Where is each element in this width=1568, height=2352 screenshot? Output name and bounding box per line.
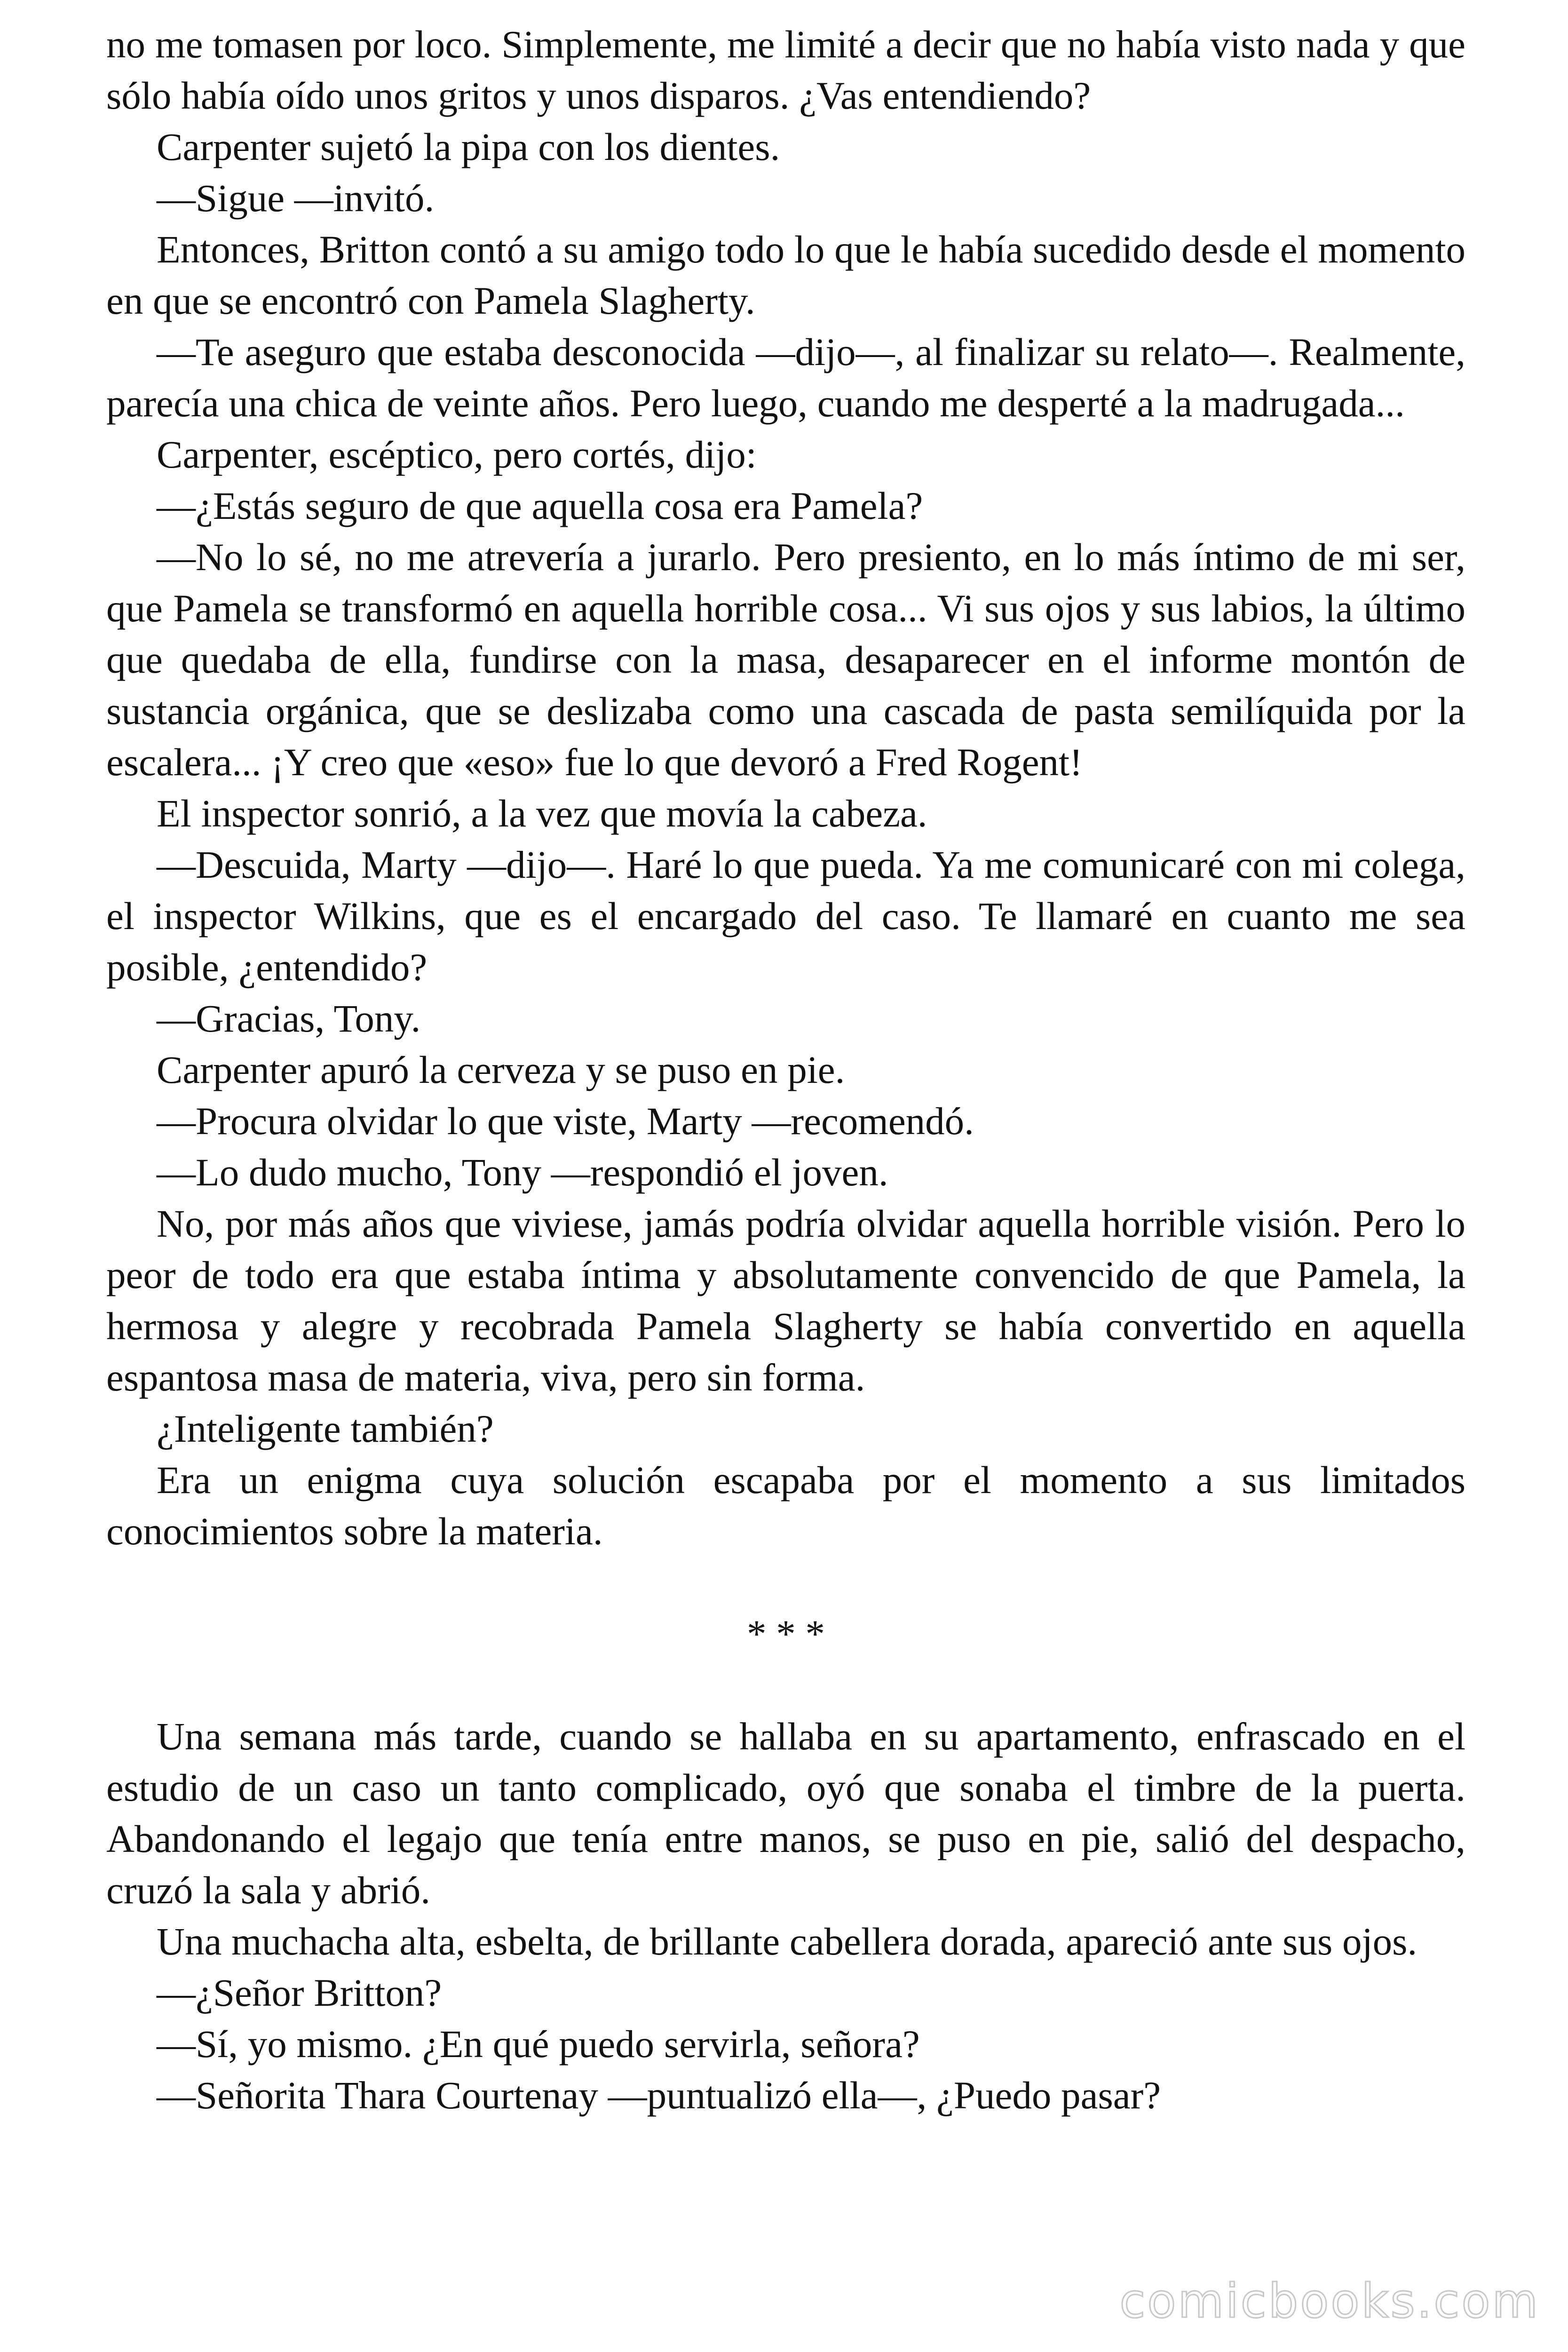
paragraph: no me tomasen por loco. Simplemente, me limité a decir que no había visto nada y que sólo había oído unos gritos y unos disparos. ¿Vas entendiendo? — [106, 23, 1465, 117]
paragraph: —Lo dudo mucho, Tony —respondió el joven. — [157, 1151, 888, 1194]
paragraph: —Sí, yo mismo. ¿En qué puedo servirla, señora? — [157, 2022, 920, 2066]
page-body — [106, 19, 1465, 2121]
paragraph: —Señorita Thara Courtenay —puntualizó ella—, ¿Puedo pasar? — [157, 2074, 1161, 2117]
separator-stars: * * * — [747, 1612, 825, 1655]
paragraph: —Sigue —invitó. — [157, 176, 435, 220]
paragraph: Una semana más tarde, cuando se hallaba en su apartamento, enfrascado en el estudio de un caso un tanto complicado, oyó que sonaba el timbre de la puerta. Abandonando el legajo que tenía entre manos, se puso en pie, salió del despacho, cruzó la sala y abrió. — [106, 1715, 1465, 1912]
paragraph: —¿Estás seguro de que aquella cosa era Pamela? — [157, 484, 923, 527]
paragraph: —No lo sé, no me atrevería a jurarlo. Pero presiento, en lo más íntimo de mi ser, que Pamela se transformó en aquella horrible cosa... Vi sus ojos y sus labios, la último que quedaba de ella, fundirse con la masa, desaparecer en el informe montón de sustancia orgánica, que se deslizaba como una cascada de pasta semilíquida por la escalera... ¡Y creo que «eso» fue lo que devoró a Fred Rogent! — [106, 535, 1465, 784]
paragraph: No, por más años que viviese, jamás podría olvidar aquella horrible visión. Pero lo peor de todo era que estaba íntima y absolutamente convencido de que Pamela, la hermosa y alegre y recobrada Pamela Slagherty se había convertido en aquella espantosa masa de materia, viva, pero sin forma. — [106, 1202, 1465, 1399]
section-separator — [106, 1557, 1465, 1711]
paragraph: ¿Inteligente también? — [157, 1407, 494, 1450]
paragraph: —Te aseguro que estaba desconocida —dijo—, al finalizar su relato—. Realmente, parecía una chica de veinte años. Pero luego, cuando me desperté a la madrugada... — [106, 330, 1465, 425]
paragraph: —¿Señor Britton? — [157, 1971, 442, 2014]
paragraph: —Procura olvidar lo que viste, Marty —recomendó. — [157, 1099, 974, 1143]
paragraph: Carpenter apuró la cerveza y se puso en pie. — [157, 1048, 845, 1091]
paragraph: Carpenter sujetó la pipa con los dientes. — [157, 125, 780, 168]
paragraph: —Descuida, Marty —dijo—. Haré lo que pueda. Ya me comunicaré con mi colega, el inspector Wilkins, que es el encargado del caso. Te llamaré en cuanto me sea posible, ¿entendido? — [106, 843, 1465, 989]
paragraph: El inspector sonrió, a la vez que movía la cabeza. — [157, 792, 927, 835]
paragraph: Era un enigma cuya solución escapaba por el momento a sus limitados conocimientos sobre la materia. — [106, 1458, 1465, 1553]
paragraph: Una muchacha alta, esbelta, de brillante cabellera dorada, apareció ante sus ojos. — [157, 1920, 1418, 1963]
paragraph: Carpenter, escéptico, pero cortés, dijo: — [157, 433, 757, 476]
paragraph: Entonces, Britton contó a su amigo todo lo que le había sucedido desde el momento en que se encontró con Pamela Slagherty. — [106, 228, 1465, 322]
watermark-text: comicbooks.com — [1119, 2273, 1540, 2328]
paragraph: —Gracias, Tony. — [157, 997, 421, 1040]
